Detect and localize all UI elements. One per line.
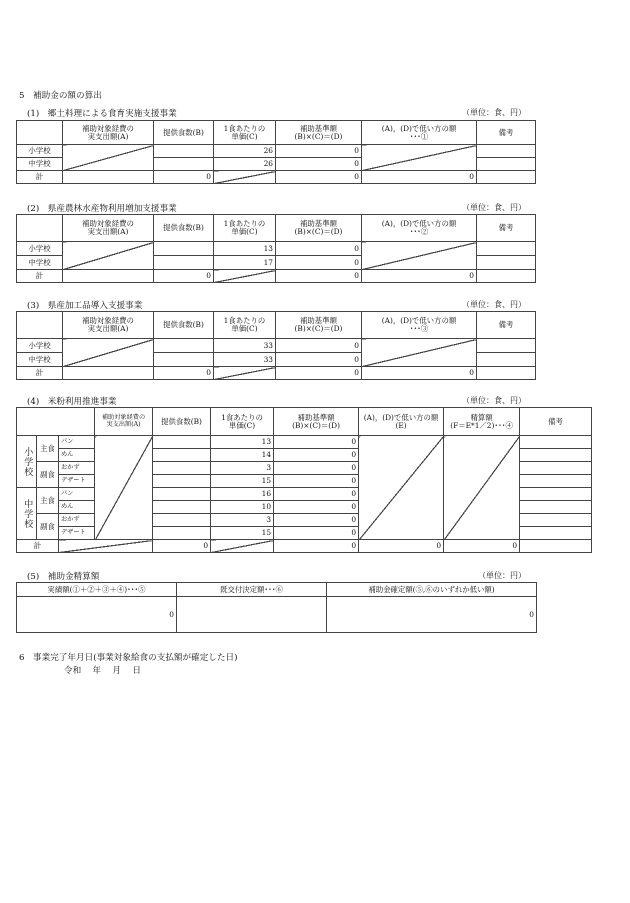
- t2-h-expense2: 実支出額(A): [87, 227, 129, 236]
- t5-v-confirmed: 0: [327, 597, 537, 633]
- t4-h-base: 補助基準額: [297, 412, 335, 422]
- t3-title: (3) 県産加工品導入支援事業: [27, 301, 143, 311]
- t2-h-meals: 提供食数(B): [154, 215, 214, 242]
- t4-h-meals: 提供食数(B): [153, 408, 211, 436]
- t2-mid-base: 0: [276, 256, 362, 270]
- t3-h-base: 補助基準額: [300, 316, 337, 326]
- t3-unit: （単位：食、円）: [462, 300, 526, 309]
- t2-table: [16, 214, 536, 283]
- t4-base-6: 0: [274, 514, 359, 527]
- t1-mid-base: 0: [276, 158, 362, 171]
- t4-table: [16, 407, 592, 553]
- t2-tot-base: 0: [276, 270, 362, 283]
- t4-tot-meals: 0: [153, 540, 211, 553]
- t4-mid-label: 中学校: [17, 488, 37, 540]
- t3-elem-base: 0: [276, 339, 362, 353]
- t1-h-base: 補助基準額: [300, 123, 337, 133]
- t2-h-expense: 補助対象経費の: [82, 219, 134, 229]
- t4-base-2: 0: [274, 462, 359, 475]
- t1-elem-price: 26: [214, 145, 276, 158]
- t1-tot-meals: 0: [154, 171, 214, 184]
- t1-h-tag: ･･･①: [409, 131, 429, 141]
- t4-price-1: 14: [211, 449, 274, 462]
- t4-elem-dessert: デザート: [59, 475, 95, 488]
- t1-h-base2: (B)×(C)＝(D): [294, 131, 343, 141]
- t2-elem-price: 13: [214, 242, 276, 256]
- t3-elem-price: 33: [214, 339, 276, 353]
- t4-mid-side: 副食: [37, 514, 59, 540]
- t5-h-actual: 実績額(①＋②＋③＋④)･･･⑤: [17, 583, 177, 597]
- t4-h-settle2: (F＝E*1／2)･･･④: [450, 420, 513, 430]
- t5-v-actual: 0: [17, 597, 177, 633]
- t2-mid-price: 17: [214, 256, 276, 270]
- t2-h-price2: 単価(C): [231, 227, 258, 236]
- t1-row-mid: 中学校: [17, 158, 63, 171]
- t4-unit: （単位：食、円）: [462, 396, 526, 405]
- t1-mid-price: 26: [214, 158, 276, 171]
- section-6-title: 6 事業完了年月日(事業対象給食の支払額が確定した日): [19, 653, 238, 663]
- t5-h-confirmed: 補助金確定額(⑤,⑥のいずれか低い額): [327, 583, 537, 597]
- t3-row-total: 計: [17, 367, 63, 380]
- t2-h-note: 備考: [477, 215, 536, 242]
- t3-row-elem: 小学校: [17, 339, 63, 353]
- t2-h-base: 補助基準額: [300, 219, 337, 229]
- t4-h-price2: 単価(C): [228, 420, 256, 430]
- t1-h-price2: 単価(C): [231, 131, 258, 141]
- t3-h-note: 備考: [477, 312, 536, 339]
- section-5-title: 5 補助金の額の算出: [19, 91, 102, 101]
- t2-row-total: 計: [17, 270, 63, 283]
- t4-mid-staple: 主食: [37, 488, 59, 514]
- t4-h-note: 備考: [520, 408, 592, 436]
- t4-elem-staple: 主食: [37, 436, 59, 462]
- t3-tot-base: 0: [276, 367, 362, 380]
- t3-h-base2: (B)×(C)＝(D): [294, 324, 343, 333]
- t3-h-expense: 補助対象経費の: [82, 316, 134, 326]
- t4-base-1: 0: [274, 449, 359, 462]
- t3-row-mid: 中学校: [17, 353, 63, 367]
- t3-h-lower: (A)，(D)で低い方の額: [381, 316, 457, 326]
- t4-elem-label: 小学校: [17, 436, 37, 488]
- t2-tot-meals: 0: [154, 270, 214, 283]
- reiwa-date: 令和 年 月 日: [64, 666, 141, 676]
- t4-base-7: 0: [274, 527, 359, 540]
- t2-h-price: 1食あたりの: [223, 219, 266, 229]
- t3-tot-meals: 0: [154, 367, 214, 380]
- t4-price-6: 3: [211, 514, 274, 527]
- t4-base-4: 0: [274, 488, 359, 501]
- t4-mid-okazu: おかず: [59, 514, 95, 527]
- t3-h-price: 1食あたりの: [223, 316, 266, 326]
- t4-price-4: 16: [211, 488, 274, 501]
- t5-table: [16, 582, 537, 633]
- t1-h-expense: 補助対象経費の: [82, 123, 134, 133]
- t4-elem-side: 副食: [37, 462, 59, 488]
- t4-elem-men: めん: [59, 449, 95, 462]
- t2-h-tag: ･･･②: [409, 227, 429, 236]
- t3-mid-price: 33: [214, 353, 276, 367]
- t1-h-meals: 提供食数(B): [154, 121, 214, 145]
- t4-price-0: 13: [211, 436, 274, 449]
- t4-tot-base: 0: [274, 540, 359, 553]
- t1-h-lower: (A)，(D)で低い方の額: [381, 123, 457, 133]
- t4-base-5: 0: [274, 501, 359, 514]
- t4-h-base2: (B)×(C)＝(D): [292, 420, 340, 430]
- t1-tot-lower: 0: [362, 171, 477, 184]
- t4-mid-men: めん: [59, 501, 95, 514]
- t3-mid-base: 0: [276, 353, 362, 367]
- t2-unit: （単位：食、円）: [462, 203, 526, 212]
- t4-h-price: 1食あたりの: [221, 412, 263, 422]
- t1-h-expense2: 実支出額(A): [87, 131, 129, 141]
- t1-unit: （単位：食、円）: [462, 108, 526, 117]
- t1-title: (1) 郷土料理による食育実施支援事業: [27, 109, 177, 119]
- t3-tot-lower: 0: [362, 367, 477, 380]
- t4-mid-pan: パン: [59, 488, 95, 501]
- t2-elem-base: 0: [276, 242, 362, 256]
- t2-title: (2) 県産農林水産物利用増加支援事業: [27, 204, 177, 214]
- t4-h-expense2: 実支出額(A): [106, 420, 141, 428]
- t4-tot-e: 0: [359, 540, 444, 553]
- t4-h-expense: 補助対象経費の: [101, 414, 146, 421]
- t4-price-2: 3: [211, 462, 274, 475]
- t1-elem-base: 0: [276, 145, 362, 158]
- t3-h-price2: 単価(C): [231, 324, 258, 333]
- t1-h-note: 備考: [477, 121, 536, 145]
- t4-h-lower-e: (E): [395, 420, 407, 430]
- t4-price-5: 10: [211, 501, 274, 514]
- t5-h-granted: 既交付決定額･･･⑥: [177, 583, 327, 597]
- t4-tot-f: 0: [444, 540, 520, 553]
- t3-table: [16, 311, 536, 380]
- t4-price-3: 15: [211, 475, 274, 488]
- t2-row-elem: 小学校: [17, 242, 63, 256]
- t1-row-total: 計: [17, 171, 63, 184]
- t5-unit: （単位：円）: [478, 571, 526, 580]
- t4-h-settle: 精算額: [470, 412, 493, 422]
- t3-h-expense2: 実支出額(A): [87, 324, 129, 333]
- t1-row-elem: 小学校: [17, 145, 63, 158]
- t4-title: (4) 米粉利用推進事業: [27, 397, 117, 407]
- t4-price-7: 15: [211, 527, 274, 540]
- t4-base-0: 0: [274, 436, 359, 449]
- t4-mid-dessert: デザート: [59, 527, 95, 540]
- t4-row-total: 計: [17, 540, 59, 553]
- t4-h-lower: (A)，(D)で低い方の額: [363, 412, 439, 422]
- t2-row-mid: 中学校: [17, 256, 63, 270]
- t1-table: [16, 120, 536, 184]
- t2-tot-lower: 0: [362, 270, 477, 283]
- t4-elem-pan: パン: [59, 436, 95, 449]
- t2-h-base2: (B)×(C)＝(D): [294, 227, 343, 236]
- t4-base-3: 0: [274, 475, 359, 488]
- t3-h-meals: 提供食数(B): [154, 312, 214, 339]
- t4-elem-okazu: おかず: [59, 462, 95, 475]
- t1-tot-base: 0: [276, 171, 362, 184]
- t1-h-price: 1食あたりの: [223, 123, 266, 133]
- t2-h-lower: (A)，(D)で低い方の額: [381, 219, 457, 229]
- t5-title: (5) 補助金精算額: [27, 572, 100, 582]
- t3-h-tag: ･･･③: [409, 324, 429, 333]
